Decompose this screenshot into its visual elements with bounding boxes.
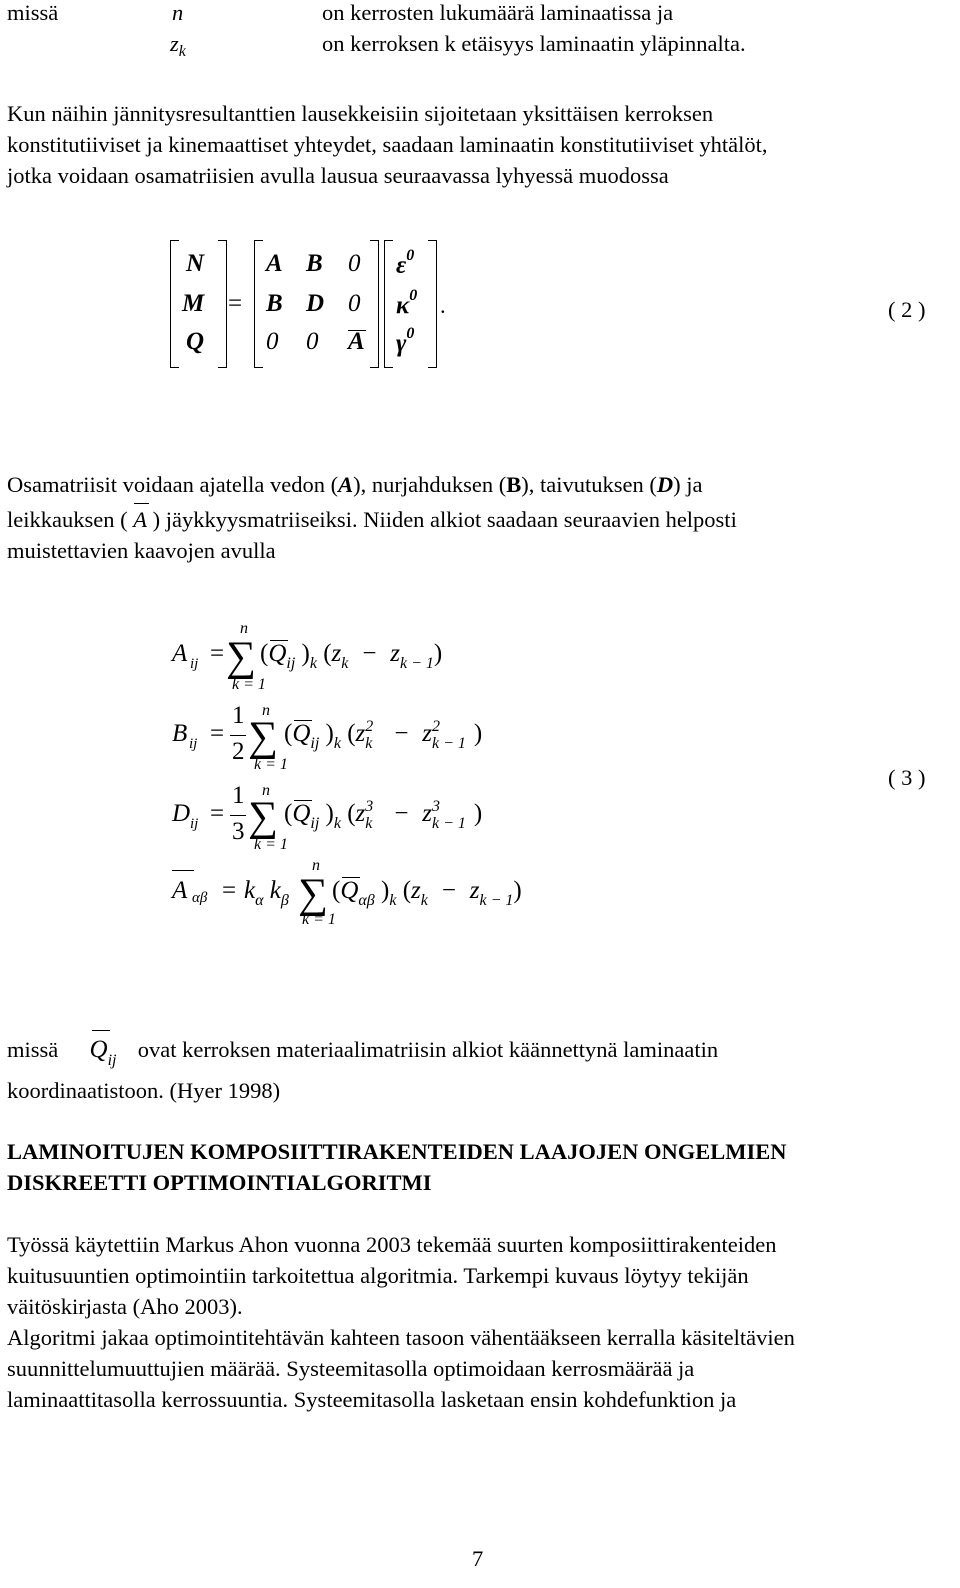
equation-2-label: ( 2 ) (888, 297, 926, 322)
after-eq3-line1: missä $Q_{ij}$ ovat kerroksen materiaalimatriisin alkiot käännettynä laminaatin (7, 1034, 718, 1068)
para4-line1: Algoritmi jakaa optimointitehtävän kahteen tasoon vähentääkseen kerralla käsiteltävien (7, 1325, 795, 1350)
eq3-D-frac-num: 1 (232, 782, 245, 809)
page-number: 7 (472, 1546, 484, 1571)
eq3-D-sigma: ∑ (248, 794, 278, 840)
eq3-B-frac-line (230, 735, 246, 736)
eq3-A-lhs-sub: ij (190, 656, 199, 672)
eq3-D-equals: = (210, 800, 225, 827)
definition-zk: on kerroksen k etäisyys laminaatin yläpinnalta. (322, 31, 746, 56)
para4-line2: suunnittelumuuttujien määrää. Systeemitasolla optimoidaan kerrosmäärää ja (7, 1356, 695, 1381)
matrix-bracket-right (370, 240, 379, 368)
eq3-B-lhs-sub: ij (189, 736, 198, 752)
eq3-B-sum-top: n (262, 702, 270, 719)
equation-3-label: ( 3 ) (888, 765, 926, 790)
lhs-N: N (186, 250, 205, 277)
definition-n: on kerrosten lukumäärä laminaatissa ja (322, 0, 674, 25)
matrix-bracket-left (254, 240, 263, 368)
section-heading-line1: LAMINOITUJEN KOMPOSIITTIRAKENTEIDEN LAAJOJEN ONGELMIEN (7, 1139, 787, 1164)
matrix-cell-2-1: B (266, 290, 283, 317)
eq3-A-lhs: A (172, 640, 188, 667)
para4-line3: laminaattitasolla kerrossuuntia. Systeemitasolla lasketaan ensin kohdefunktion ja (7, 1387, 737, 1412)
para1-line2: konstitutiiviset ja kinemaattiset yhteydet, saadaan laminaatin konstitutiiviset yhtälöt, (7, 132, 768, 157)
vector-bracket-left (384, 240, 393, 368)
eq3-Abar-lhs: A (172, 877, 188, 904)
matrix-cell-3-2: 0 (306, 328, 319, 355)
equation-2-period: . (440, 293, 446, 318)
eq3-B-frac-den: 2 (232, 738, 245, 765)
eq3-A-sum-top: n (240, 620, 248, 637)
vector-gamma: $\gamma^0$ (396, 325, 415, 357)
lhs-bracket-right (218, 240, 227, 368)
vector-kappa: $\kappa^0$ (396, 287, 418, 319)
vector-epsilon: $\varepsilon^0$ (396, 247, 415, 279)
section-heading-line2: DISKREETTI OPTIMOINTIALGORITMI (7, 1170, 432, 1195)
para2-line3: muistettavien kaavojen avulla (7, 538, 276, 563)
matrix-cell-2-2: D (306, 290, 325, 317)
lhs-bracket-left (170, 240, 179, 368)
eq3-A-body: ( $Q_{ij}$ )$_k$ $(z_k - z_{k - 1})$ (260, 640, 443, 672)
eq3-Abar-lhs-sub: αβ (192, 890, 208, 906)
matrix-cell-2-3: 0 (348, 290, 361, 317)
eq3-B-frac-num: 1 (232, 702, 245, 729)
matrix-cell-3-3-overbar (348, 330, 366, 331)
abar-symbol: A (133, 504, 147, 535)
para1-line3: jotka voidaan osamatriisien avulla lausua seuraavassa lyhyessä muodossa (7, 163, 669, 188)
eq3-Abar-sigma: ∑ (298, 871, 328, 917)
eq3-B-body: ( $Q_{ij}$ )$_k$ ($z^2_k - z^2_{k - 1}$ ) (284, 718, 483, 752)
eq3-B-lhs: B (172, 720, 188, 747)
symbol-n: n (172, 0, 184, 25)
matrix-cell-1-1: A (266, 250, 283, 277)
para1-line1: Kun näihin jännitysresultanttien lausekkeisiin sijoitetaan yksittäisen kerroksen (7, 101, 714, 126)
eq3-D-lhs-sub: ij (190, 816, 199, 832)
eq3-D-frac-den: 3 (232, 818, 245, 845)
equals-sign: = (228, 290, 243, 317)
matrix-cell-1-3: 0 (348, 250, 361, 277)
eq3-Abar-body: ( $Q_{\alpha\beta}$ )$_k$ $(z_k - z_{k - 1})$ (332, 877, 522, 909)
para3-line3: väitöskirjasta (Aho 2003). (7, 1294, 243, 1319)
matrix-cell-3-3: A (348, 328, 365, 355)
lhs-Q: Q (186, 328, 205, 355)
where-label: missä (7, 0, 59, 25)
para3-line2: kuitusuuntien optimointiin tarkoitettua algoritmia. Tarkempi kuvaus löytyy tekijän (7, 1263, 749, 1288)
para3-line1: Työssä käytettiin Markus Ahon vuonna 2003 tekemää suurten komposiittirakenteiden (7, 1232, 777, 1257)
eq3-B-sigma: ∑ (248, 714, 278, 760)
matrix-cell-1-2: B (306, 250, 323, 277)
eq3-D-body: ( $Q_{ij}$ )$_k$ ($z^3_k - z^3_{k - 1}$ ) (284, 798, 483, 832)
eq3-D-sum-top: n (262, 782, 270, 799)
para2-line2: leikkauksen ( A ) jäykkyysmatriiseiksi. Niiden alkiot saadaan seuraavien helposti (7, 504, 737, 535)
qbar-symbol: Q (90, 1034, 108, 1065)
eq3-Abar-equals: = (222, 877, 237, 904)
eq3-B-equals: = (210, 720, 225, 747)
eq3-D-lhs: D (172, 800, 191, 827)
eq3-A-sum-bottom: k = 1 (232, 676, 266, 693)
eq3-D-sum-bottom: k = 1 (254, 836, 288, 853)
lhs-M: M (182, 290, 205, 317)
eq3-B-sum-bottom: k = 1 (254, 756, 288, 773)
after-eq3-line2: koordinaatistoon. (Hyer 1998) (7, 1078, 281, 1103)
eq3-Abar-coeffs: $k_\alpha$ $k_\beta$ (244, 877, 289, 909)
symbol-zk: $z_k$ (170, 31, 186, 60)
para2-line1: Osamatriisit voidaan ajatella vedon (A), nurjahduksen (B), taivutuksen (D) ja (7, 472, 703, 497)
vector-bracket-right (428, 240, 437, 368)
eq3-A-equals: = (210, 640, 225, 667)
eq3-Abar-sum-bottom: k = 1 (302, 911, 336, 928)
eq3-D-frac-line (230, 815, 246, 816)
eq3-Abar-sum-top: n (312, 857, 320, 874)
matrix-cell-3-1: 0 (266, 328, 279, 355)
eq3-Abar-overbar (172, 870, 194, 871)
eq3-A-sigma: ∑ (226, 634, 256, 680)
